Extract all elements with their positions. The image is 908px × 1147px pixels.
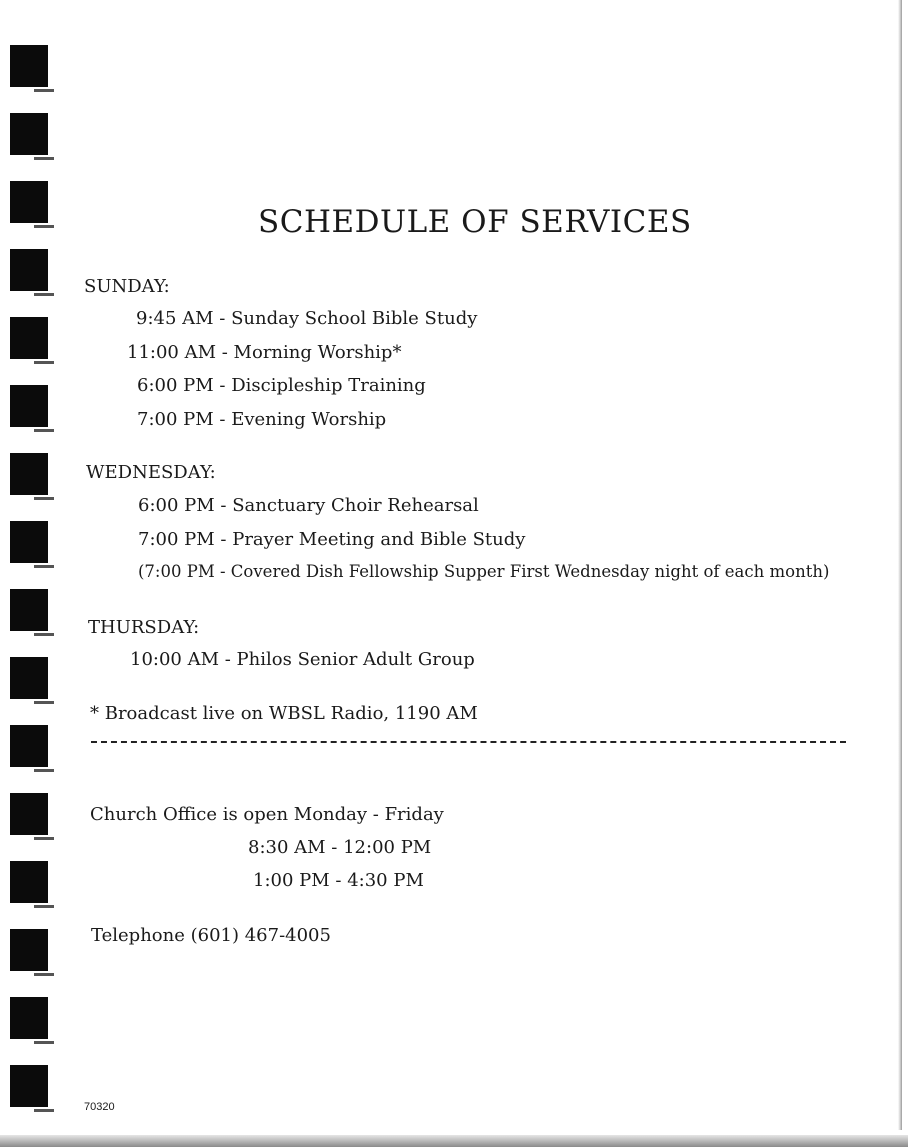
broadcast-footnote: * Broadcast live on WBSL Radio, 1190 AM bbox=[90, 703, 478, 724]
binding-hole bbox=[10, 657, 48, 699]
thursday-item: 10:00 AM - Philos Senior Adult Group bbox=[130, 649, 475, 670]
wednesday-item: 6:00 PM - Sanctuary Choir Rehearsal bbox=[138, 495, 479, 516]
wednesday-item: 7:00 PM - Prayer Meeting and Bible Study bbox=[138, 529, 526, 550]
binding-hole bbox=[10, 317, 48, 359]
binding-hole bbox=[10, 45, 48, 87]
thursday-heading: THURSDAY: bbox=[88, 617, 200, 638]
binding-hole bbox=[10, 725, 48, 767]
binding-hole bbox=[10, 385, 48, 427]
binding-hole bbox=[10, 453, 48, 495]
binding-hole bbox=[10, 181, 48, 223]
binding-hole bbox=[10, 589, 48, 631]
binding-hole bbox=[10, 521, 48, 563]
binding-hole bbox=[10, 249, 48, 291]
page-right-edge bbox=[898, 0, 902, 1130]
page-title: SCHEDULE OF SERVICES bbox=[258, 204, 692, 240]
dashed-divider bbox=[91, 741, 846, 743]
wednesday-heading: WEDNESDAY: bbox=[86, 462, 216, 483]
office-hours-line: 1:00 PM - 4:30 PM bbox=[253, 870, 424, 891]
telephone-line: Telephone (601) 467-4005 bbox=[91, 925, 331, 946]
page-bottom-edge bbox=[0, 1135, 908, 1147]
sunday-heading: SUNDAY: bbox=[84, 276, 170, 297]
wednesday-item: (7:00 PM - Covered Dish Fellowship Supper First Wednesday night of each month) bbox=[138, 562, 830, 581]
spiral-binding-holes bbox=[10, 45, 50, 1105]
binding-hole bbox=[10, 997, 48, 1039]
office-hours-line: 8:30 AM - 12:00 PM bbox=[248, 837, 432, 858]
sunday-item: 11:00 AM - Morning Worship* bbox=[127, 342, 402, 363]
binding-hole bbox=[10, 113, 48, 155]
binding-hole bbox=[10, 793, 48, 835]
sunday-item: 9:45 AM - Sunday School Bible Study bbox=[136, 308, 478, 329]
sunday-item: 7:00 PM - Evening Worship bbox=[137, 409, 387, 430]
binding-hole bbox=[10, 861, 48, 903]
binding-hole bbox=[10, 929, 48, 971]
binding-hole bbox=[10, 1065, 48, 1107]
office-hours-intro: Church Office is open Monday - Friday bbox=[90, 804, 444, 825]
form-code: 70320 bbox=[84, 1101, 115, 1113]
sunday-item: 6:00 PM - Discipleship Training bbox=[137, 375, 426, 396]
